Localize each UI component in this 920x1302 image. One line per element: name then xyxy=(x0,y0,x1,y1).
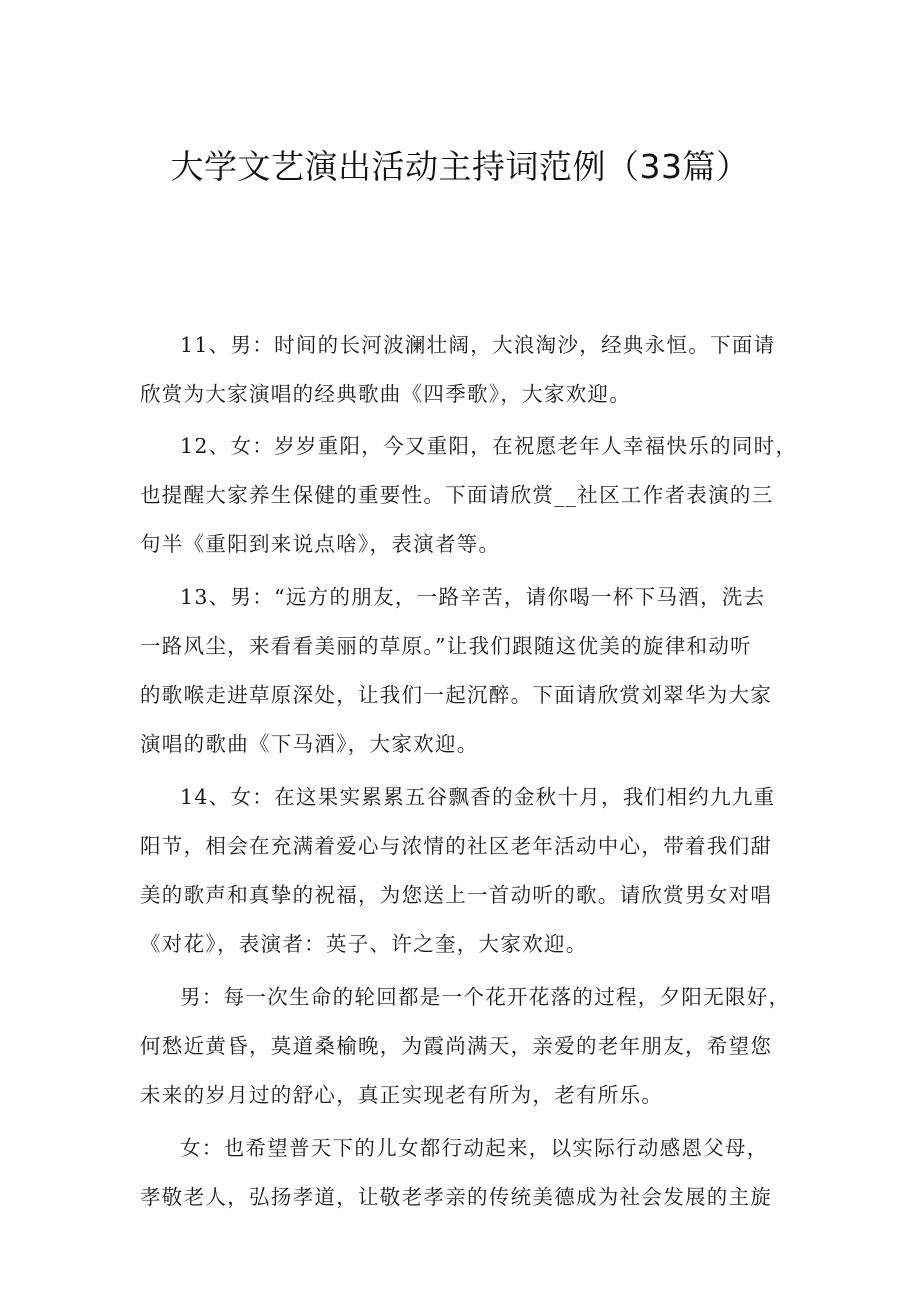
paragraph-line: 欣赏为大家演唱的经典歌曲《四季歌》，大家欢迎。 xyxy=(140,382,632,406)
paragraph-line: 男：每一次生命的轮回都是一个花开花落的过程，夕阳无限好， xyxy=(180,985,791,1009)
document-title: 大学文艺演出活动主持词范例（33篇） xyxy=(170,147,750,186)
paragraph-line: 孝敬老人，弘扬孝道，让敬老孝亲的传统美德成为社会发展的主旋 xyxy=(140,1185,773,1209)
paragraph-line: 一路风尘，来看看美丽的草原。”让我们跟随这优美的旋律和动听 xyxy=(140,634,752,658)
paragraph-line: 未来的岁月过的舒心，真正实现老有所为，老有所乐。 xyxy=(140,1083,664,1107)
paragraph-line: 美的歌声和真挚的祝福，为您送上一首动听的歌。请欣赏男女对唱 xyxy=(140,883,773,907)
paragraph-line: 女：也希望普天下的儿女都行动起来，以实际行动感恩父母， xyxy=(180,1136,769,1160)
paragraph-line: 的歌喉走进草原深处，让我们一起沉醉。下面请欣赏刘翠华为大家 xyxy=(140,683,773,707)
paragraph-line: 阳节，相会在充满着爱心与浓情的社区老年活动中心，带着我们甜 xyxy=(140,834,773,858)
paragraph-line: 演唱的歌曲《下马酒》，大家欢迎。 xyxy=(140,732,479,756)
paragraph-line: 也提醒大家养生保健的重要性。下面请欣赏__社区工作者表演的三 xyxy=(140,483,774,507)
paragraph-line: 13、男：“远方的朋友，一路辛苦，请你喝一杯下马酒，洗去 xyxy=(180,585,766,609)
paragraph-line: 句半《重阳到来说点啥》，表演者等。 xyxy=(140,532,501,556)
paragraph-line: 何愁近黄昏，莫道桑榆晚，为霞尚满天，亲爱的老年朋友，希望您 xyxy=(140,1034,773,1058)
paragraph-line: 《对花》，表演者：英子、许之奎，大家欢迎。 xyxy=(140,932,588,956)
paragraph-line: 14、女：在这果实累累五谷飘香的金秋十月，我们相约九九重 xyxy=(180,785,776,809)
paragraph-line: 12、女：岁岁重阳，今又重阳，在祝愿老年人幸福快乐的同时， xyxy=(180,434,798,458)
paragraph-line: 11、男：时间的长河波澜壮阔，大浪淘沙，经典永恒。下面请 xyxy=(180,333,776,357)
